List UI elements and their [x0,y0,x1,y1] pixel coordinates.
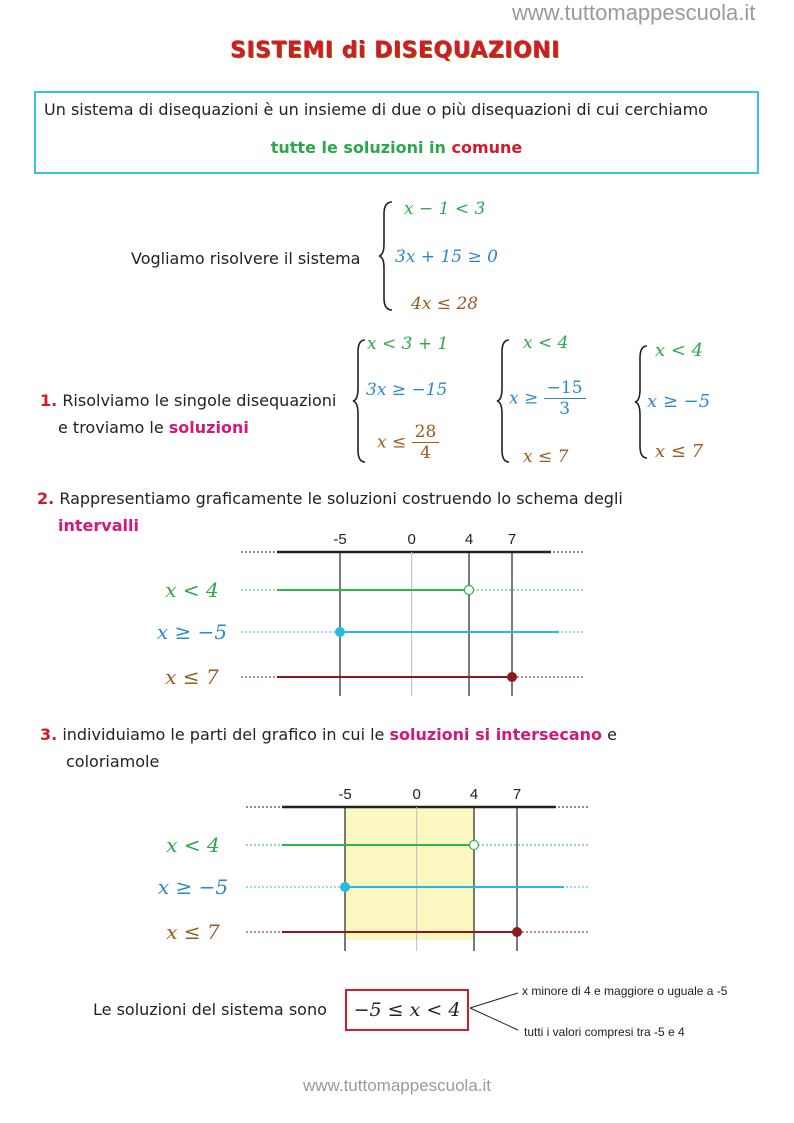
definition-line2-b: comune [451,138,523,157]
row-endpoint-closed-1 [335,627,345,637]
step1-text-c: soluzioni [168,418,249,437]
tick-label--5: -5 [338,786,352,803]
solution-intro: Le soluzioni del sistema sono [93,1000,327,1019]
step1-text-b: e troviamo le [58,418,164,437]
tick-label-0: 0 [412,786,421,803]
step3-text-d: coloriamole [66,752,160,771]
step2-number: 2. [37,489,55,508]
intersection-highlight [345,807,474,940]
definition-line2-a: tutte le soluzioni in [270,138,446,157]
system-eq2: 3x + 15 ≥ 0 [395,247,498,267]
system-intro: Vogliamo risolvere il sistema [131,249,361,268]
row-endpoint-open-0 [470,841,479,850]
page-title: SISTEMI di DISEQUAZIONI [230,38,560,63]
col2-b-den: 3 [559,399,571,419]
col3-a: x < 4 [655,340,704,361]
col1-b: 3x ≥ −15 [366,380,448,400]
col1-c-frac [412,422,440,463]
solution-connector [468,985,528,1035]
solution-note1: x minore di 4 e maggiore o uguale a -5 [522,984,728,998]
step2-text [37,489,623,508]
col2-a: x < 4 [523,333,569,353]
col3-c: x ≤ 7 [655,441,704,462]
col2-b [509,378,586,419]
tick-label--5: -5 [333,531,347,548]
definition-line1: Un sistema di disequazioni è un insieme di due o più disequazioni di cui cerchiamo [44,100,708,119]
row-endpoint-open-0 [465,586,474,595]
tick-label-7: 7 [507,531,517,548]
col1-c-den: 4 [420,443,431,463]
definition-line2 [36,138,757,157]
col3-b: x ≥ −5 [647,391,711,412]
system-eq1: x − 1 < 3 [404,199,486,219]
step3-number: 3. [40,725,58,744]
step3-text-c: e [607,725,617,744]
tick-label-4: 4 [464,531,474,548]
row-label-0: x < 4 [165,578,219,602]
step3-text-a: individuiamo le parti del grafico in cui le [62,725,385,744]
row-label-2: x ≤ 7 [166,920,220,944]
footer: www.tuttomappescuola.it [302,1076,492,1095]
tick-label-4: 4 [469,786,479,803]
col1-c-lhs: x ≤ [377,432,407,453]
row-label-2: x ≤ 7 [165,665,219,689]
col2-b-lhs: x ≥ [509,388,539,409]
step2-text-b: intervalli [58,516,139,535]
row-endpoint-closed-1 [340,882,350,892]
definition-box [34,91,759,174]
row-endpoint-closed-2 [507,672,517,682]
col2-b-num: −15 [544,378,586,399]
system-brace [378,200,396,312]
watermark: www.tuttomappescuola.it [512,0,756,25]
tick-label-0: 0 [407,531,416,548]
step1-number: 1. [40,391,58,410]
solution-note2: tutti i valori compresi tra -5 e 4 [524,1025,685,1039]
col1-c-num: 28 [412,422,440,443]
system-eq3: 4x ≤ 28 [411,294,479,314]
col2-b-frac [544,378,586,419]
col2-c: x ≤ 7 [523,447,569,467]
tick-label-7: 7 [512,786,522,803]
row-endpoint-closed-2 [512,927,522,937]
solution-value: −5 ≤ x < 4 [353,999,461,1021]
col1-c [377,422,439,463]
step3-text-b: soluzioni si intersecano [389,725,602,744]
row-label-1: x ≥ −5 [156,620,228,644]
step1-text-line2 [58,418,249,437]
step2-text-a: Rappresentiamo graficamente le soluzioni costruendo lo schema degli [59,489,623,508]
solution-box [345,989,469,1031]
step1-text [40,391,336,410]
row-label-0: x < 4 [166,833,220,857]
col1-a: x < 3 + 1 [367,334,449,354]
row-label-1: x ≥ −5 [157,875,229,899]
step3-text [40,725,617,744]
step1-text-a: Risolviamo le singole disequazioni [62,391,337,410]
col1-brace [352,338,368,464]
